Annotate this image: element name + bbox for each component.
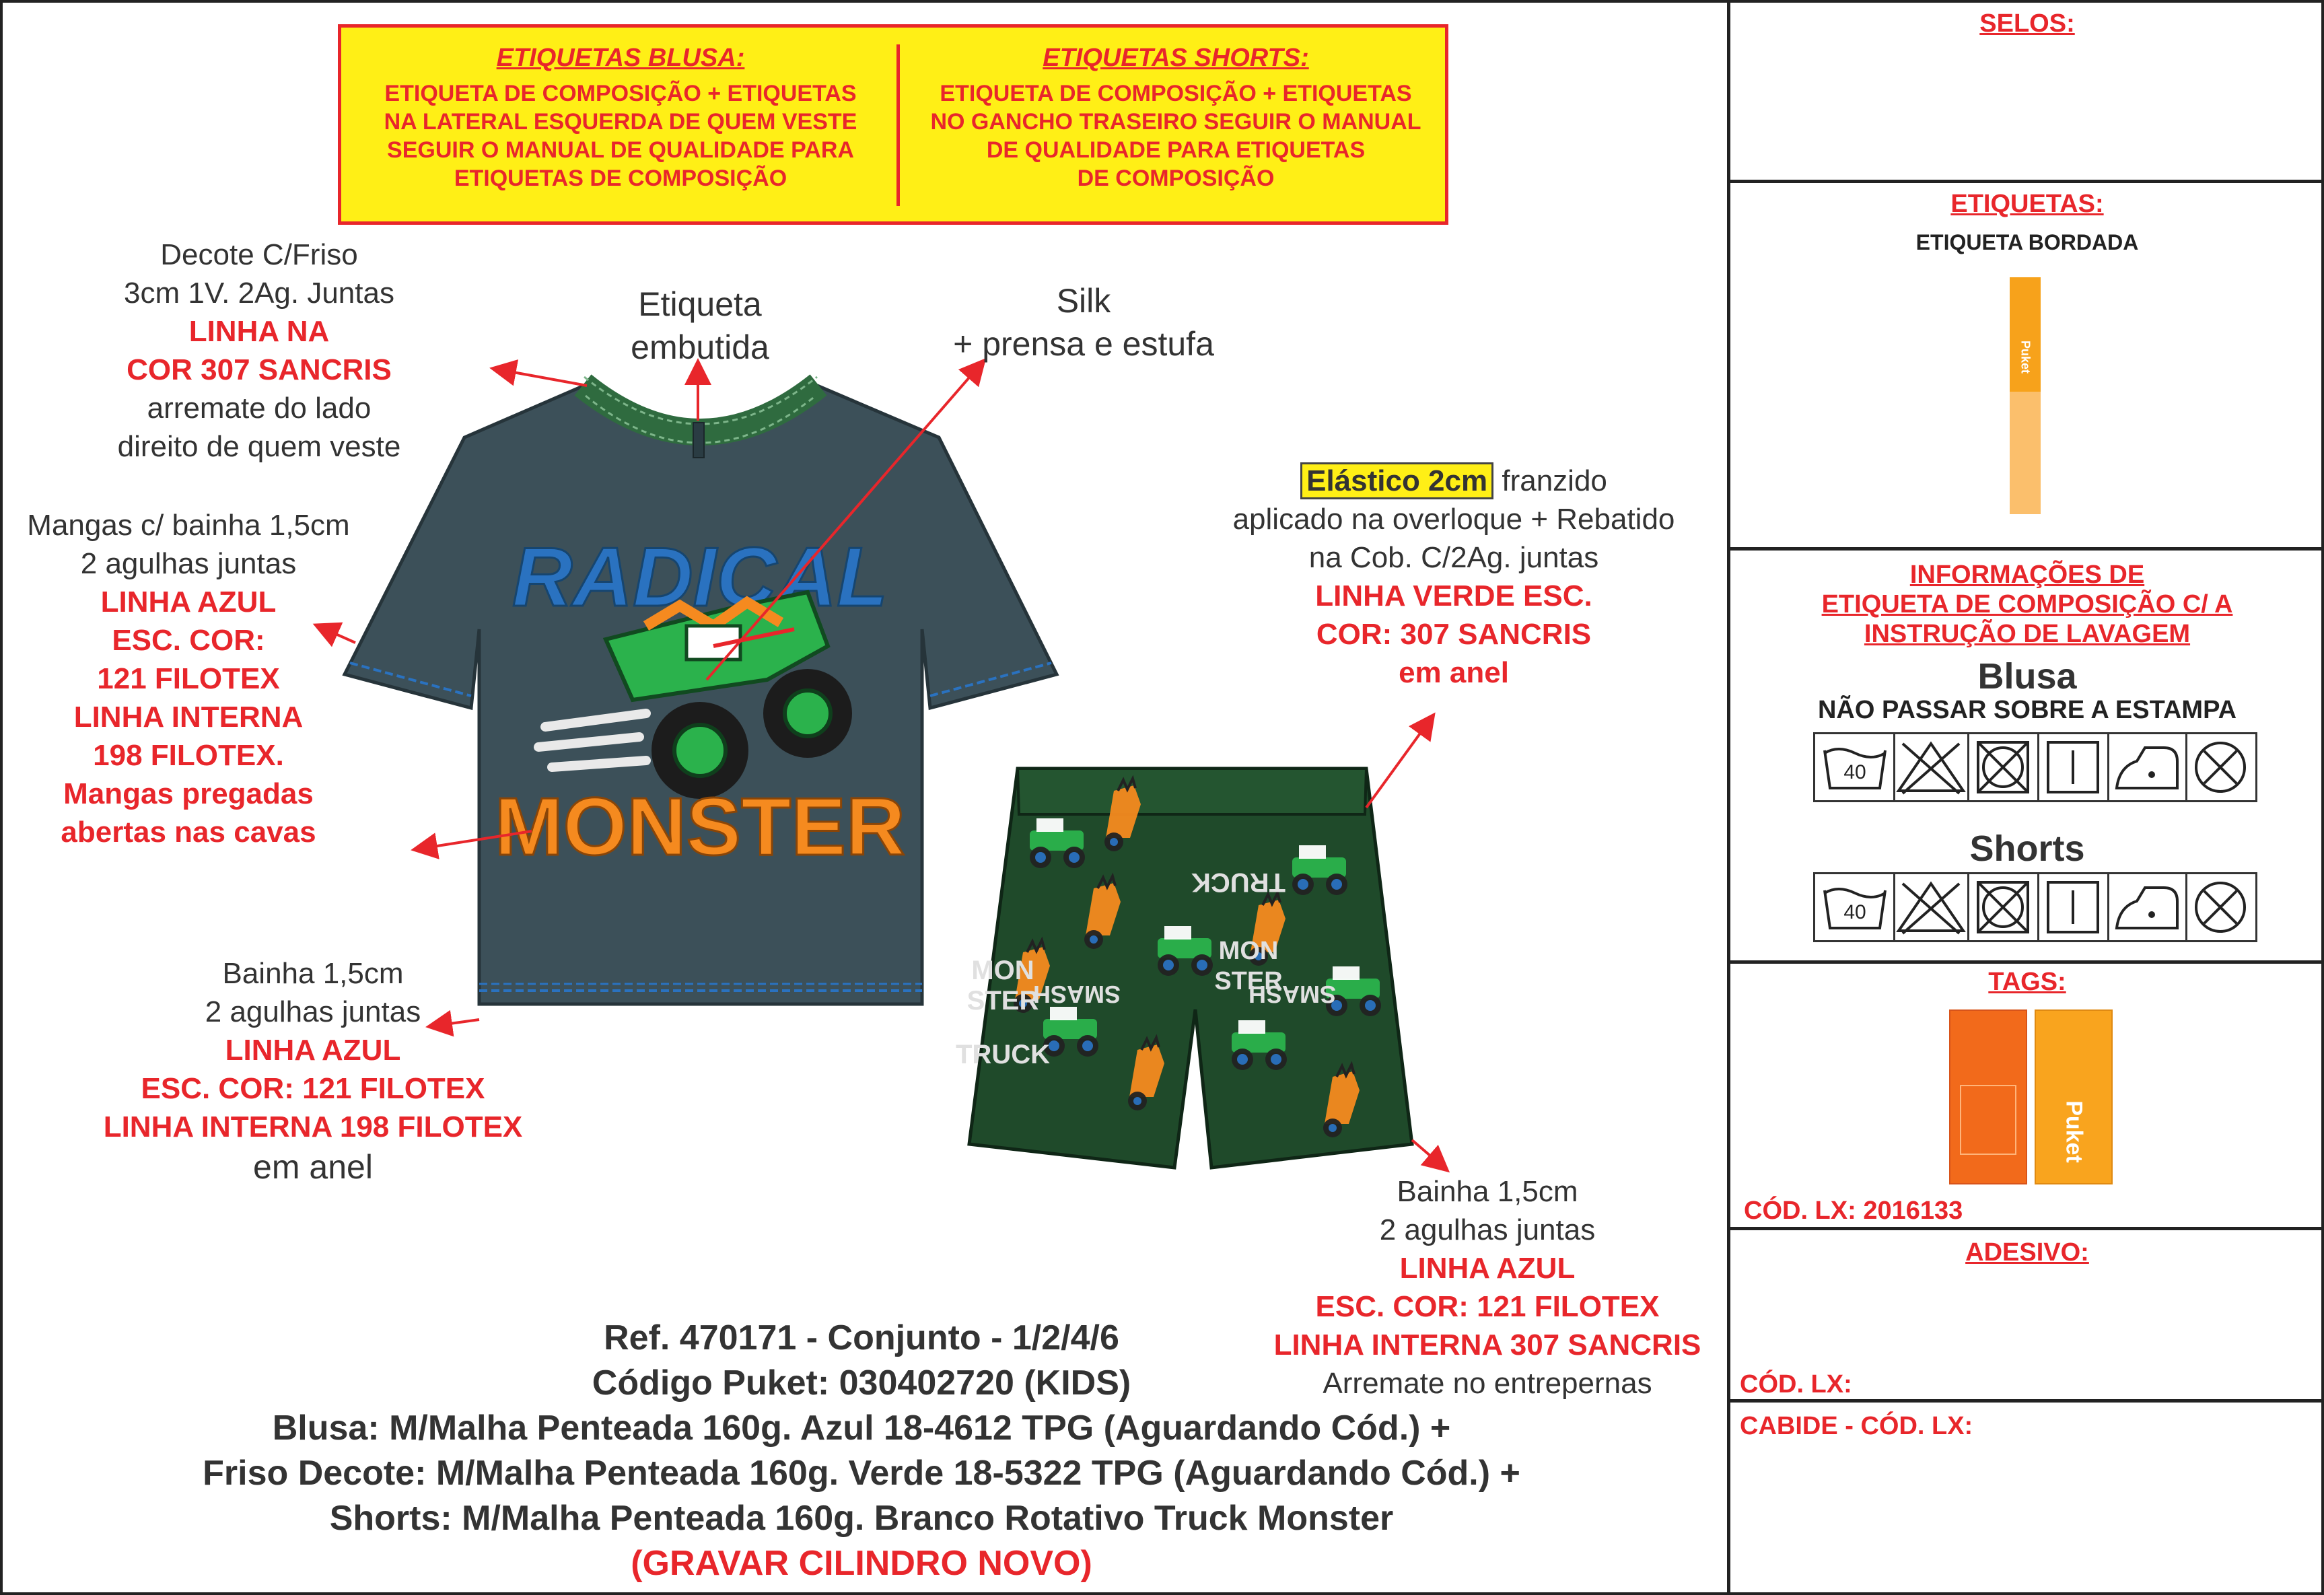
shorts-label-line: NO GANCHO TRASEIRO SEGUIR O MANUAL	[930, 109, 1421, 135]
elastico-thread: COR: 307 SANCRIS	[1316, 618, 1592, 651]
mangas-thread: abertas nas cavas	[61, 816, 316, 849]
etiqueta-annotation	[599, 283, 801, 369]
decote-note: 3cm 1V. 2Ag. Juntas	[124, 277, 394, 310]
shorts-print-word: STER	[1214, 967, 1283, 995]
informacoes-title-line: INSTRUÇÃO DE LAVAGEM	[1864, 620, 2191, 648]
bainha-blusa-note: Bainha 1,5cm	[222, 957, 404, 990]
elastico-note: na Cob. C/2Ag. juntas	[1308, 541, 1599, 574]
shorts-print-word: MON	[1218, 937, 1279, 965]
mangas-thread: 198 FILOTEX.	[93, 739, 284, 772]
elastico-first-line	[1191, 462, 1716, 500]
bainha-blusa-thread: LINHA INTERNA 198 FILOTEX	[103, 1110, 523, 1143]
product-reference	[0, 1316, 1723, 1586]
reference-line-highlight: (GRAVAR CILINDRO NOVO)	[631, 1544, 1092, 1583]
shorts-care-symbols	[1813, 872, 2257, 942]
mangas-thread: Mangas pregadas	[63, 777, 314, 810]
shorts-label-line: ETIQUETA DE COMPOSIÇÃO + ETIQUETAS	[940, 81, 1412, 106]
etiqueta-note: Etiqueta	[638, 285, 762, 323]
decote-thread: COR 307 SANCRIS	[127, 353, 392, 386]
blusa-label-title: ETIQUETAS BLUSA:	[496, 44, 745, 72]
line-dry-icon	[2048, 882, 2098, 932]
bainha-blusa-thread: LINHA AZUL	[225, 1034, 401, 1067]
decote-thread: LINHA NA	[188, 315, 330, 348]
blusa-care-symbols	[1813, 732, 2257, 802]
informacoes-title	[1730, 560, 2324, 649]
wash-40-icon	[1825, 889, 1885, 928]
no-dry-clean-icon	[2196, 883, 2245, 931]
bainha-shorts-note: Arremate no entrepernas	[1323, 1367, 1652, 1400]
blusa-label-line: NA LATERAL ESQUERDA DE QUEM VESTE	[384, 109, 857, 135]
mangas-annotation	[0, 506, 377, 851]
blusa-label-line: SEGUIR O MANUAL DE QUALIDADE PARA	[387, 137, 854, 163]
elastico-thread: LINHA VERDE ESC.	[1315, 579, 1592, 612]
decote-note: direito de quem veste	[117, 430, 401, 463]
hang-tag-back-panel	[1960, 1085, 2016, 1155]
hang-tag-front	[2035, 1009, 2113, 1184]
mangas-thread: LINHA INTERNA	[73, 701, 304, 734]
tags-section	[1730, 964, 2324, 1230]
elastico-highlight: Elástico 2cm	[1300, 462, 1493, 499]
etiqueta-note: embutida	[631, 328, 769, 366]
etiqueta-bordada-label: ETIQUETA BORDADA	[1915, 230, 2139, 254]
iron-low-icon	[2117, 748, 2177, 788]
shorts-label-line: DE QUALIDADE PARA ETIQUETAS	[986, 137, 1366, 163]
decote-note: arremate do lado	[147, 392, 372, 425]
mangas-note: Mangas c/ bainha 1,5cm	[27, 509, 350, 542]
decote-annotation	[87, 236, 431, 466]
no-tumble-dry-icon	[1978, 882, 2028, 932]
shorts-print-word: STER	[966, 986, 1039, 1016]
no-iron-print-warning: NÃO PASSAR SOBRE A ESTAMPA	[1817, 696, 2237, 724]
shorts-illustration	[956, 769, 1412, 1168]
bainha-shorts-thread: LINHA INTERNA 307 SANCRIS	[1273, 1328, 1701, 1361]
reference-line: Shorts: M/Malha Penteada 160g. Branco Rotativo Truck Monster	[329, 1499, 1394, 1538]
care-symbols-svg	[1815, 734, 2255, 800]
mangas-note: 2 agulhas juntas	[80, 547, 297, 580]
no-bleach-icon	[1899, 744, 1963, 793]
iron-low-icon	[2117, 888, 2177, 928]
adesivo-title: ADESIVO:	[1965, 1238, 2089, 1267]
tags-code: CÓD. LX: 2016133	[1744, 1197, 1963, 1225]
mangas-thread: ESC. COR:	[112, 624, 265, 657]
mangas-thread: 121 FILOTEX	[97, 662, 280, 695]
no-bleach-icon	[1899, 884, 1963, 933]
bainha-blusa-annotation	[61, 954, 565, 1188]
mangas-thread: LINHA AZUL	[100, 586, 277, 618]
cabide-code: CABIDE - CÓD. LX:	[1740, 1412, 1973, 1440]
elastico-thread: em anel	[1399, 656, 1509, 689]
bainha-shorts-thread: ESC. COR: 121 FILOTEX	[1315, 1290, 1660, 1323]
silk-note: + prensa e estufa	[953, 325, 1214, 363]
specification-panel	[1727, 0, 2324, 1595]
blusa-label-line: ETIQUETAS DE COMPOSIÇÃO	[454, 166, 787, 191]
etiquetas-section	[1730, 183, 2324, 551]
shirt-print-radical: RADICAL	[512, 531, 888, 624]
bainha-shorts-note: 2 agulhas juntas	[1379, 1213, 1596, 1246]
decote-note: Decote C/Friso	[160, 238, 358, 271]
tags-title: TAGS:	[1988, 968, 2066, 996]
blusa-care-label: Blusa	[1977, 656, 2077, 697]
shorts-print-word: SMASH	[1032, 981, 1121, 1008]
hang-tag-brand: Puket	[2061, 1100, 2087, 1163]
shirt-print-monster: MONSTER	[495, 781, 905, 872]
hang-tag-back	[1949, 1009, 2027, 1184]
reference-line: Ref. 470171 - Conjunto - 1/2/4/6	[604, 1318, 1119, 1357]
reference-line: Friso Decote: M/Malha Penteada 160g. Verde 18-5322 TPG (Aguardando Cód.) +	[203, 1454, 1520, 1493]
informacoes-section	[1730, 551, 2324, 964]
shorts-care-label: Shorts	[1969, 828, 2085, 869]
reference-line: Blusa: M/Malha Penteada 160g. Azul 18-4612 TPG (Aguardando Cód.) +	[272, 1409, 1451, 1448]
bainha-shorts-thread: LINHA AZUL	[1399, 1252, 1576, 1285]
silk-annotation	[915, 279, 1252, 365]
silk-note: Silk	[1056, 282, 1111, 320]
no-dry-clean-icon	[2196, 743, 2245, 791]
cabide-section	[1730, 1403, 2324, 1595]
shorts-print-word: TRUCK	[1191, 867, 1286, 897]
bainha-shorts-note: Bainha 1,5cm	[1397, 1175, 1578, 1208]
wash-temperature: 40	[1843, 761, 1866, 783]
adesivo-section	[1730, 1230, 2324, 1403]
embroidered-label-image	[2010, 277, 2041, 514]
embroidered-label-brand: Puket	[2018, 340, 2033, 374]
wash-temperature: 40	[1843, 901, 1866, 923]
blusa-label-line: ETIQUETA DE COMPOSIÇÃO + ETIQUETAS	[384, 81, 857, 106]
bainha-blusa-note: em anel	[253, 1148, 373, 1186]
elastico-note: aplicado na overloque + Rebatido	[1232, 503, 1675, 536]
selos-section	[1730, 0, 2324, 183]
shorts-print-word: SMASH	[1248, 981, 1337, 1008]
shorts-print-word: MON	[971, 956, 1034, 985]
bainha-blusa-thread: ESC. COR: 121 FILOTEX	[141, 1072, 485, 1105]
bainha-blusa-note: 2 agulhas juntas	[205, 995, 421, 1028]
line-dry-icon	[2048, 742, 2098, 792]
reference-line: Código Puket: 030402720 (KIDS)	[592, 1363, 1131, 1403]
shorts-print-word: TRUCK	[956, 1040, 1050, 1069]
informacoes-title-line: INFORMAÇÕES DE	[1909, 561, 2145, 589]
informacoes-title-line: ETIQUETA DE COMPOSIÇÃO C/ A	[1821, 590, 2233, 618]
selos-title: SELOS:	[1979, 9, 2075, 38]
shorts-label-title: ETIQUETAS SHORTS:	[1043, 44, 1309, 72]
adesivo-code: CÓD. LX:	[1740, 1370, 1852, 1398]
elastico-annotation	[1191, 462, 1716, 692]
shorts-label-line: DE COMPOSIÇÃO	[1077, 166, 1275, 191]
wash-40-icon	[1825, 749, 1885, 788]
elastico-note: franzido	[1502, 464, 1607, 497]
care-symbols-svg	[1815, 874, 2255, 940]
no-tumble-dry-icon	[1978, 742, 2028, 792]
etiquetas-title: ETIQUETAS:	[1950, 190, 2104, 218]
